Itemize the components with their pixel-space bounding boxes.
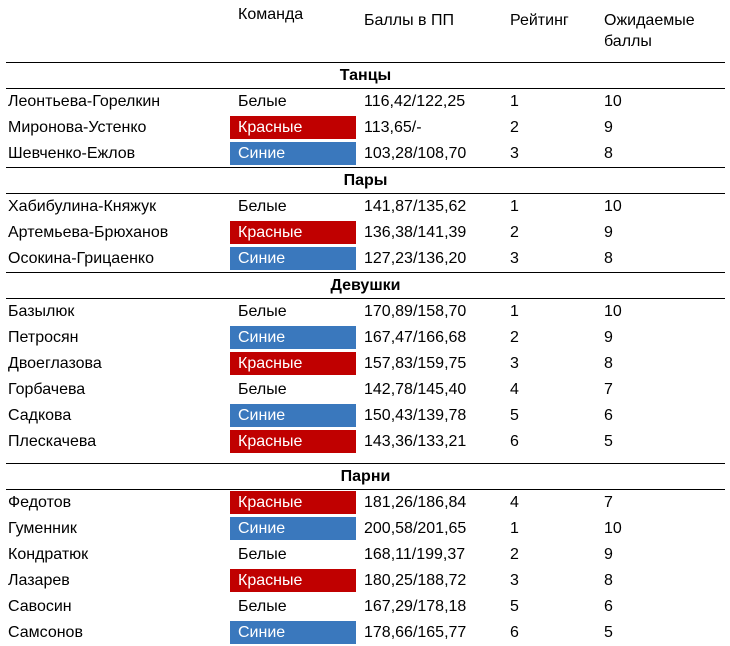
- team-cell: [230, 403, 356, 429]
- athlete-name: Двоеглазова: [8, 355, 102, 372]
- team-badge-red: Красные: [230, 221, 356, 244]
- team-cell: [230, 516, 356, 542]
- rank-cell: 3: [510, 355, 519, 372]
- team-badge-white: Белые: [238, 93, 287, 110]
- table-row: [6, 141, 725, 168]
- table-row: [6, 516, 725, 542]
- athlete-name: Лазарев: [8, 572, 70, 589]
- header-team: Команда: [238, 6, 304, 23]
- score-cell: 127,23/136,20: [364, 250, 467, 267]
- team-cell: [230, 246, 356, 273]
- athlete-name: Петросян: [8, 329, 79, 346]
- team-badge-blue: Синие: [230, 142, 356, 165]
- table-row: [6, 220, 725, 246]
- expected-points-cell: 10: [604, 198, 622, 215]
- header-row: [6, 4, 725, 63]
- athlete-name: Шевченко-Ежлов: [8, 145, 136, 162]
- score-cell: 168,11/199,37: [364, 546, 466, 563]
- team-cell: [230, 299, 356, 326]
- team-cell: [230, 542, 356, 568]
- athlete-name: Гуменник: [8, 520, 77, 537]
- results-table-body: [6, 4, 725, 646]
- expected-points-cell: 5: [604, 624, 613, 641]
- expected-points-cell: 7: [604, 494, 613, 511]
- table-row: [6, 115, 725, 141]
- rank-cell: 3: [510, 145, 519, 162]
- team-cell: [230, 115, 356, 141]
- expected-points-cell: 10: [604, 303, 622, 320]
- rank-cell: 1: [510, 520, 519, 537]
- team-cell: [230, 568, 356, 594]
- athlete-name: Самсонов: [8, 624, 83, 641]
- team-badge-blue: Синие: [230, 621, 356, 644]
- expected-points-cell: 6: [604, 407, 613, 424]
- expected-points-cell: 8: [604, 572, 613, 589]
- score-cell: 167,47/166,68: [364, 329, 467, 346]
- table-row: [6, 542, 725, 568]
- score-cell: 113,65/-: [364, 119, 422, 136]
- score-cell: 200,58/201,65: [364, 520, 467, 537]
- score-cell: 180,25/188,72: [364, 572, 467, 589]
- rank-cell: 2: [510, 224, 519, 241]
- athlete-name: Кондратюк: [8, 546, 89, 563]
- score-cell: 178,66/165,77: [364, 624, 467, 641]
- team-cell: [230, 594, 356, 620]
- gap-cell: [6, 455, 725, 464]
- team-badge-red: Красные: [230, 430, 356, 453]
- rank-cell: 5: [510, 407, 519, 424]
- expected-points-cell: 9: [604, 224, 613, 241]
- athlete-name: Артемьева-Брюханов: [8, 224, 169, 241]
- team-badge-white: Белые: [238, 381, 287, 398]
- athlete-name: Хабибулина-Княжук: [8, 198, 157, 215]
- section-header: [6, 168, 725, 194]
- expected-points-cell: 10: [604, 93, 622, 110]
- table-row: [6, 377, 725, 403]
- rank-cell: 3: [510, 572, 519, 589]
- table-row: [6, 325, 725, 351]
- team-badge-blue: Синие: [230, 247, 356, 270]
- team-cell: [230, 351, 356, 377]
- score-cell: 157,83/159,75: [364, 355, 467, 372]
- expected-points-cell: 8: [604, 145, 613, 162]
- table-row: [6, 429, 725, 455]
- results-table: [6, 4, 725, 646]
- team-badge-blue: Синие: [230, 517, 356, 540]
- team-badge-white: Белые: [238, 198, 287, 215]
- table-row: [6, 403, 725, 429]
- team-cell: [230, 620, 356, 646]
- team-cell: [230, 325, 356, 351]
- table-row: [6, 620, 725, 646]
- team-cell: [230, 194, 356, 221]
- rank-cell: 2: [510, 119, 519, 136]
- rank-cell: 6: [510, 433, 519, 450]
- team-cell: [230, 141, 356, 168]
- athlete-name: Горбачева: [8, 381, 86, 398]
- athlete-name: Базылюк: [8, 303, 75, 320]
- expected-points-cell: 10: [604, 520, 622, 537]
- expected-points-cell: 5: [604, 433, 613, 450]
- header-expected: Ожидаемые баллы: [604, 12, 695, 50]
- table-row: [6, 299, 725, 326]
- rank-cell: 3: [510, 250, 519, 267]
- section-title: Девушки: [6, 273, 725, 299]
- athlete-name: Плескачева: [8, 433, 97, 450]
- athlete-name: Осокина-Грицаенко: [8, 250, 154, 267]
- table-row: [6, 246, 725, 273]
- score-cell: 170,89/158,70: [364, 303, 467, 320]
- team-badge-blue: Синие: [230, 404, 356, 427]
- score-cell: 167,29/178,18: [364, 598, 467, 615]
- team-cell: [230, 429, 356, 455]
- rank-cell: 4: [510, 381, 519, 398]
- score-cell: 181,26/186,84: [364, 494, 467, 511]
- score-cell: 143,36/133,21: [364, 433, 467, 450]
- rank-cell: 1: [510, 198, 519, 215]
- rank-cell: 1: [510, 303, 519, 320]
- team-badge-white: Белые: [238, 303, 287, 320]
- score-cell: 141,87/135,62: [364, 198, 467, 215]
- team-cell: [230, 377, 356, 403]
- section-gap: [6, 455, 725, 464]
- athlete-name: Федотов: [8, 494, 72, 511]
- section-title: Танцы: [6, 63, 725, 89]
- team-badge-red: Красные: [230, 491, 356, 514]
- score-cell: 136,38/141,39: [364, 224, 467, 241]
- section-header: [6, 273, 725, 299]
- athlete-name: Садкова: [8, 407, 72, 424]
- team-cell: [230, 490, 356, 517]
- expected-points-cell: 7: [604, 381, 613, 398]
- section-header: [6, 464, 725, 490]
- team-badge-white: Белые: [238, 598, 287, 615]
- team-badge-blue: Синие: [230, 326, 356, 349]
- score-cell: 116,42/122,25: [364, 93, 466, 110]
- expected-points-cell: 9: [604, 329, 613, 346]
- team-badge-white: Белые: [238, 546, 287, 563]
- team-badge-red: Красные: [230, 352, 356, 375]
- score-cell: 142,78/145,40: [364, 381, 467, 398]
- table-row: [6, 89, 725, 116]
- section-title: Парни: [6, 464, 725, 490]
- team-badge-red: Красные: [230, 116, 356, 139]
- table-row: [6, 594, 725, 620]
- header-rank: Рейтинг: [510, 12, 569, 29]
- section-title: Пары: [6, 168, 725, 194]
- expected-points-cell: 8: [604, 250, 613, 267]
- athlete-name: Миронова-Устенко: [8, 119, 147, 136]
- rank-cell: 4: [510, 494, 519, 511]
- rank-cell: 2: [510, 546, 519, 563]
- team-cell: [230, 220, 356, 246]
- header-name: [6, 4, 230, 63]
- rank-cell: 6: [510, 624, 519, 641]
- score-cell: 103,28/108,70: [364, 145, 467, 162]
- rank-cell: 1: [510, 93, 519, 110]
- team-cell: [230, 89, 356, 116]
- header-score: Баллы в ПП: [364, 12, 454, 29]
- expected-points-cell: 9: [604, 119, 613, 136]
- rank-cell: 5: [510, 598, 519, 615]
- athlete-name: Савосин: [8, 598, 72, 615]
- expected-points-cell: 9: [604, 546, 613, 563]
- team-badge-red: Красные: [230, 569, 356, 592]
- expected-points-cell: 8: [604, 355, 613, 372]
- table-row: [6, 568, 725, 594]
- rank-cell: 2: [510, 329, 519, 346]
- expected-points-cell: 6: [604, 598, 613, 615]
- athlete-name: Леонтьева-Горелкин: [8, 93, 161, 110]
- table-row: [6, 194, 725, 221]
- section-header: [6, 63, 725, 89]
- score-cell: 150,43/139,78: [364, 407, 467, 424]
- table-row: [6, 490, 725, 517]
- table-row: [6, 351, 725, 377]
